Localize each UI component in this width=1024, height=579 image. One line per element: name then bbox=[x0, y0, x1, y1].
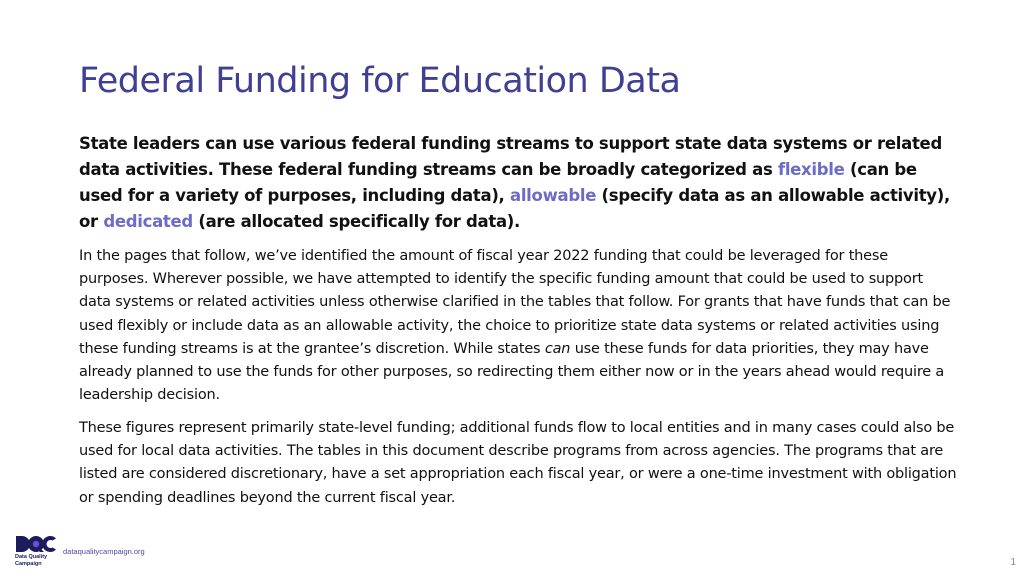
dqc-logo-icon bbox=[15, 535, 57, 553]
paragraph1-italic: can bbox=[544, 340, 571, 357]
lead-text-3: (specify data as an allowable activity), or bbox=[79, 186, 950, 231]
keyword-flexible: flexible bbox=[777, 160, 845, 179]
keyword-allowable: allowable bbox=[509, 186, 597, 205]
lead-text-4: (are allocated specifically for data). bbox=[192, 212, 521, 231]
logo-line-2: Campaign bbox=[15, 561, 42, 567]
body-paragraph-1 bbox=[79, 245, 959, 407]
lead-text-1: State leaders can use various federal funding streams to support state data systems or related data activities. These federal funding streams can be broadly categorized as bbox=[79, 134, 942, 179]
keyword-dedicated: dedicated bbox=[103, 212, 193, 231]
body-paragraph-2: These figures represent primarily state-level funding; additional funds flow to local entities and in many cases could also be used for local data activities. The tables in this document describe programs from across agencies. The programs that are listed are considered discretionary, have a set appropriation each fiscal year, or were a one-time investment with obligation or spending deadlines beyond the current fiscal year. bbox=[79, 420, 957, 506]
paragraph1-text-a: In the pages that follow, we’ve identified the amount of fiscal year 2022 funding that could be leveraged for these purposes. Wherever possible, we have attempted to identify the specific funding amount that could be used to support data systems or related activities unless otherwise clarified in the tables that follow. For grants that have funds that can be used flexibly or include data as an allowable activity, the choice to prioritize state data systems or related activities using these funding streams is at the grantee’s discretion. While states bbox=[79, 248, 951, 357]
lead-text-2: (can be used for a variety of purposes, including data), bbox=[79, 160, 917, 205]
paragraph1-text-b: use these funds for data priorities, they may have already planned to use the funds for other purposes, so redirecting them either now or in the years ahead would require a leadership decision. bbox=[79, 340, 945, 404]
dqc-logo bbox=[15, 535, 59, 567]
page-title: Federal Funding for Education Data bbox=[79, 61, 681, 101]
logo-line-1: Data Quality bbox=[15, 554, 48, 560]
lead-paragraph bbox=[79, 131, 959, 235]
website-link[interactable]: dataqualitycampaign.org bbox=[63, 547, 145, 556]
page-number: 1 bbox=[1010, 557, 1016, 568]
